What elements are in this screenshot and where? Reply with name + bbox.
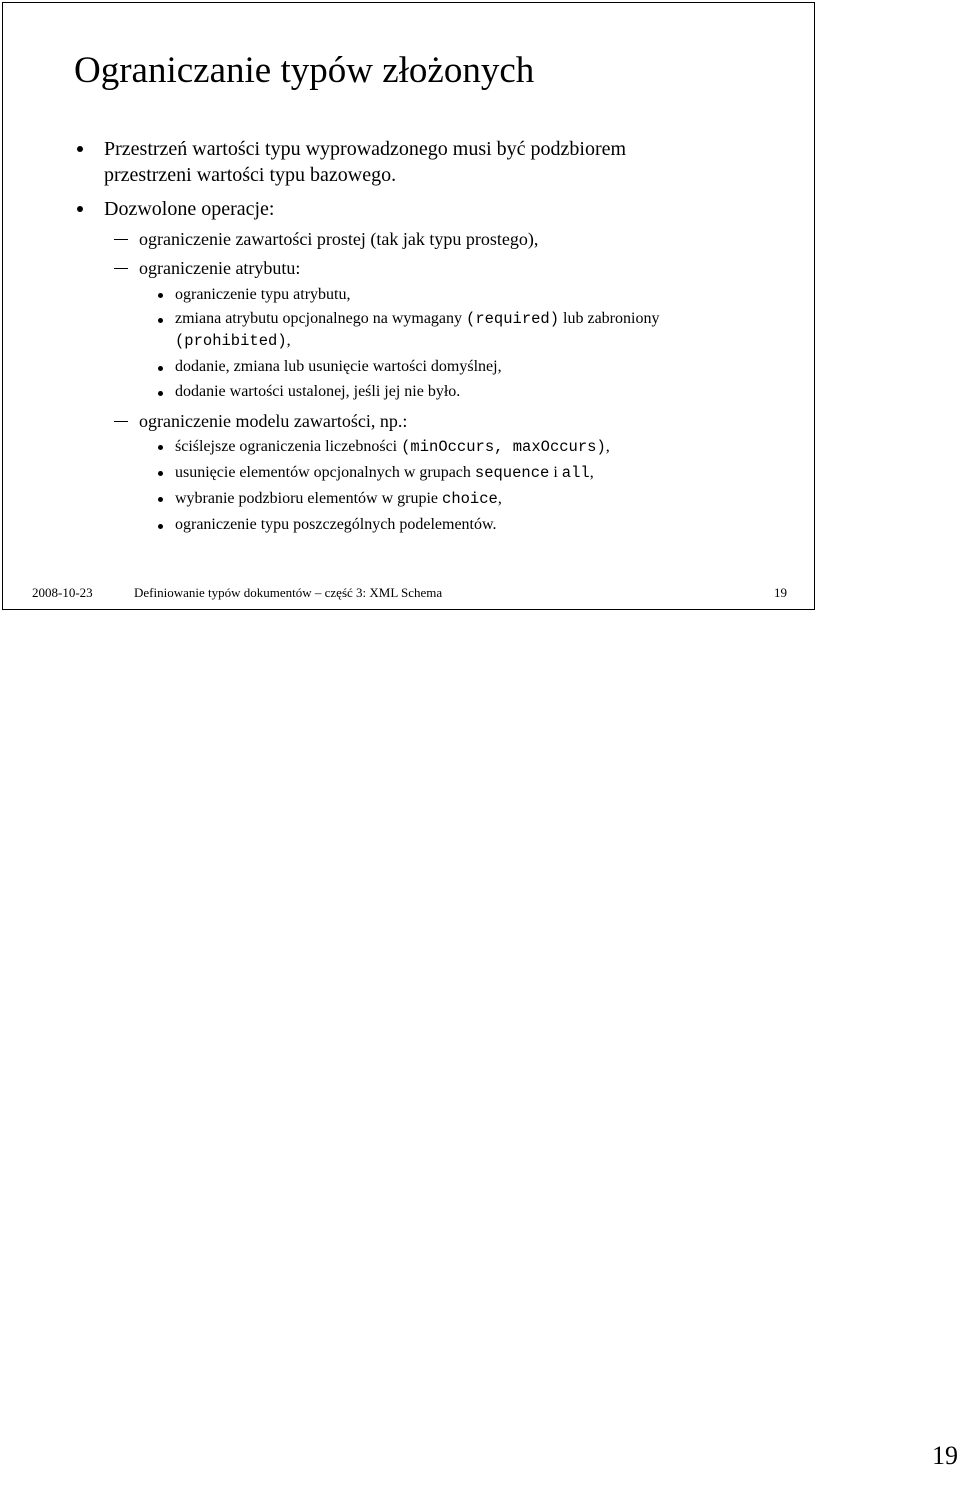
- bullet-dot: [77, 206, 83, 212]
- nested-item-text: dodanie, zmiana lub usunięcie wartości domyślnej,: [175, 358, 502, 375]
- bullet-text: Przestrzeń wartości typu wyprowadzonego musi być podzbiorem: [104, 138, 627, 160]
- bullet-text-continued: przestrzeni wartości typu bazowego.: [104, 164, 397, 186]
- text-segment: ,: [589, 464, 594, 481]
- bullet-dot: [158, 497, 163, 502]
- slide-title: Ograniczanie typów złożonych: [74, 50, 535, 91]
- dash-marker: [114, 421, 128, 422]
- dash-marker: [114, 268, 128, 269]
- bullet-dot: [158, 318, 163, 323]
- footer-title: Definiowanie typów dokumentów – część 3: XML Schema: [134, 585, 443, 600]
- text-segment: ściślejsze ograniczenia liczebności: [175, 438, 402, 455]
- slide-frame: [2, 2, 815, 610]
- code-sequence: sequence: [474, 464, 550, 482]
- nested-item-text: [175, 309, 659, 329]
- bullet-dot: [158, 445, 163, 450]
- page-number: 19: [932, 1441, 958, 1470]
- text-segment: i: [549, 464, 562, 481]
- footer-date: 2008-10-23: [32, 585, 93, 600]
- code-all: all: [561, 464, 590, 482]
- nested-item-text: dodanie wartości ustalonej, jeśli jej nie było.: [175, 383, 461, 400]
- text-segment: ,: [497, 490, 502, 507]
- sub-bullet-text: ograniczenie atrybutu:: [139, 258, 301, 278]
- nested-item-text-continued: [175, 331, 291, 351]
- code-prohibited: (prohibited): [175, 332, 287, 350]
- nested-item-text: [175, 437, 610, 457]
- bullet-dot: [158, 366, 163, 371]
- bullet-dot: [158, 391, 163, 396]
- nested-item-text: [175, 463, 594, 483]
- dash-marker: [114, 239, 128, 240]
- text-segment: wybranie podzbioru elementów w grupie: [175, 490, 443, 507]
- bullet-dot: [158, 293, 163, 298]
- bullet-text: Dozwolone operacje:: [104, 198, 275, 220]
- nested-item-text: ograniczenie typu poszczególnych podelementów.: [175, 516, 497, 533]
- code-occurs: (minOccurs, maxOccurs): [401, 438, 606, 456]
- text-segment: ,: [605, 438, 610, 455]
- nested-item-text: [175, 489, 502, 509]
- code-required: (required): [466, 310, 560, 328]
- text-segment: zmiana atrybutu opcjonalnego na wymagany: [175, 310, 467, 327]
- text-segment: usunięcie elementów opcjonalnych w grupach: [175, 464, 475, 481]
- sub-bullet-text: ograniczenie modelu zawartości, np.:: [139, 411, 408, 431]
- code-choice: choice: [442, 490, 498, 508]
- text-segment: ,: [286, 332, 291, 349]
- footer-slide-number: 19: [774, 585, 787, 600]
- sub-bullet-text: ograniczenie zawartości prostej (tak jak typu prostego),: [139, 229, 539, 249]
- bullet-dot: [77, 146, 83, 152]
- nested-item-text: ograniczenie typu atrybutu,: [175, 286, 351, 303]
- text-segment: lub zabroniony: [559, 310, 660, 327]
- bullet-dot: [158, 524, 163, 529]
- bullet-dot: [158, 471, 163, 476]
